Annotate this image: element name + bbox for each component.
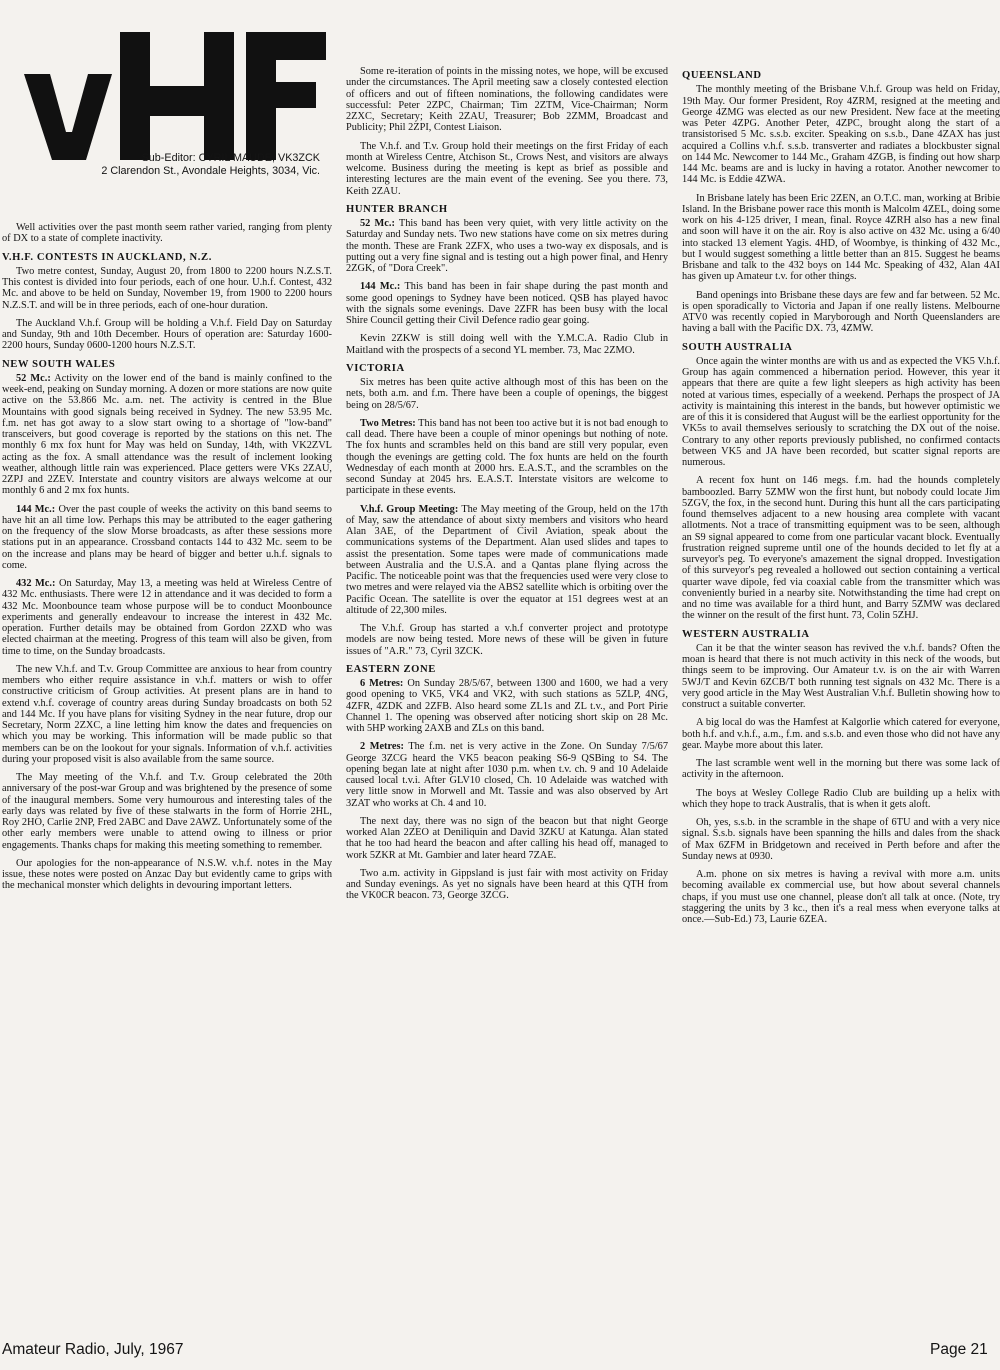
paragraph: The next day, there was no sign of the beacon but that night George worked Alan 2ZEO at Deniliquin and David 3ZKU at Katunga. Alan stated that he too had heard the beacon and after calling his head off, managed to work 5ZKR at Mt. Gambier and later heard 7ZAE. — [346, 815, 668, 861]
section-heading-south-australia: SOUTH AUSTRALIA — [682, 341, 793, 353]
paragraph: Two a.m. activity in Gippsland is just fair with most activity on Friday and Sunday evenings. As yet no signals have been heard at this QTH from the VK0CR beacon. 73, George 3ZCG. — [346, 867, 668, 902]
band-label: 6 Metres: — [360, 678, 404, 689]
paragraph-text: This band has been in fair shape during the past month and some good openings to Sydney have been noticed. QSB has played havoc with the signals some evenings. Dave 2ZFR has been busy with the local Shire Council getting their Civil Defence radio gear going. — [346, 281, 668, 326]
column-3 — [682, 66, 1000, 932]
paragraph — [346, 678, 668, 734]
section-heading-contests: V.H.F. CONTESTS IN AUCKLAND, N.Z. — [2, 251, 212, 263]
paragraph: The last scramble went well in the morning but there was some lack of activity in the afternoon. — [682, 758, 1000, 781]
logo-letter-f-mid — [276, 82, 316, 108]
intro-paragraph: Well activities over the past month seem rather varied, ranging from plenty of DX to a state of complete inactivity. — [2, 222, 332, 245]
column-2 — [346, 66, 668, 909]
column-1 — [2, 0, 332, 899]
paragraph — [346, 741, 668, 809]
paragraph-text: Over the past couple of weeks the activity on this band seems to have hit an all time low. Perhaps this may be attributed to the eager gathering on the frequency of the slow Morse broadcasts, as after these sessions more stations put in an appearance. Crossband contacts 144 to 432 Mc. seem to be on the increase and plans may be heard of bigger and better u.h.f. signals to come. — [2, 503, 332, 571]
paragraph: A.m. phone on six metres is having a revival with more a.m. units becoming available ex commercial use, but how about several channels chaps, if you must use one channel, please don't all talk at once. (Note, try staggering the units by 3 kc., then it's a real mess when everyone talks at once.—Sub-Ed.) 73, Laurie 6ZEA. — [682, 869, 1000, 925]
paragraph: Six metres has been quite active although most of this has been on the nets, both a.m. and f.m. There have been a couple of openings, the biggest being on 28/5/67. — [346, 377, 668, 411]
section-heading-eastern-zone: EASTERN ZONE — [346, 663, 436, 675]
band-label: 52 Mc.: — [16, 372, 51, 384]
paragraph-text: On Saturday, May 13, a meeting was held at Wireless Centre of 432 Mc. enthusiasts. There were 12 in attendance and it was decided to form a 432 Mc. Moonbounce team whose purpose will be to conduct Moonbounce experiments and generally endeavour to increase the interest in 432 Mc. operation. Further details may be obtained from Gordon 2ZXD who was elected chairman at the meeting. Progress of this team will also be given, from time to time, on the Sunday broadcasts. — [2, 578, 332, 657]
logo-letter-f-top — [276, 32, 326, 60]
vhf-logo — [2, 0, 332, 170]
paragraph: Once again the winter months are with us and as expected the VK5 V.h.f. Group has again commenced a hibernation period. However, this year it appears that there are quite a few light sleepers as high activity has been noted at various times, especially of a weekend. Perhaps the prospect of JA activity is maintaining this interest in the bands, but however optimistic we are of this it is considered that August will be the earliest opportunity for the VK5s to avail themselves seriously to scratching the DX out of the noise. Contrary to any other reports previously published, no confirmed contacts between VK5 and JA have been recorded, but scatter signal reports are numerous. — [682, 355, 1000, 468]
section-heading-nsw: NEW SOUTH WALES — [2, 358, 116, 370]
paragraph — [346, 281, 668, 326]
paragraph — [2, 578, 332, 657]
paragraph: A recent fox hunt on 146 megs. f.m. had the hounds completely bamboozled. Barry 5ZMW won the first hunt, but nobody could locate Jim 5ZGV, the fox, in the second hunt. During this hunt all the cars participating found themselves adjacent to a new housing area complete with vacant allotments. Not a trace of transmitting equipment was to be seen, although an S9 signal appeared to come from one particular vacant block. Eventually frustration reigned supreme until one of the hounds decided to let fly at a surveyor's peg. To everyone's amazement the signal dropped. Investigation of this surveyor's peg revealed a hollowed out section containing a vertical quarter wave dipole, fed via coaxial cable from the transmitter which was conveniently buried in a nearby site. Notwithstanding the time had crept on and no time was available for a third hunt, and Barry 5ZMW was declared the winner on the result of the first hunt. 73, Colin 5ZHJ. — [682, 475, 1000, 622]
paragraph-text: This band has not been too active but it is not bad enough to call dead. There have been a couple of minor openings but nothing of note. The fox hunts and scrambles held on this band are still very popular, even though the evenings are getting cold. The fox hunts are held on the fourth Wednesday of each month at 2000 hrs. E.A.S.T., and the scrambles on the second Sunday at 2045 hrs. E.A.S.T. Interstate visitors are welcome to participate in these events. — [346, 417, 668, 497]
section-heading-victoria: VICTORIA — [346, 362, 405, 374]
paragraph: Can it be that the winter season has revived the v.h.f. bands? Often the moan is heard that there is not much activity in this neck of the woods, but things seem to be improving. Our Amateur t.v. is on the air with Warren 5WJ/T and Kevin 6ZCB/T both running test signals on 432 Mc. There is a very good article in the May West Australian V.h.f. Bulletin showing how to construct a suitable converter. — [682, 642, 1000, 710]
paragraph — [346, 218, 668, 274]
band-label: 144 Mc.: — [360, 281, 401, 293]
band-label: 52 Mc.: — [360, 218, 395, 229]
logo-letter-h-right — [204, 32, 234, 160]
band-label: V.h.f. Group Meeting: — [360, 503, 459, 515]
band-label: 432 Mc.: — [16, 578, 56, 589]
spacer — [2, 178, 332, 222]
band-label: 144 Mc.: — [16, 503, 56, 515]
paragraph: In Brisbane lately has been Eric 2ZEN, an O.T.C. man, working at Bribie Island. In the Brisbane power race this month is Malcolm 4ZEL, doing some work on his 4-125 driver, I mean, final. Royce 4ZRH also has a new final and soon will have it on the air. Roy is also active on 432 Mc. using a 6/40 into stacked 13 element Yagis. 4HD, of Woombye, is thinking of 432 Mc., but I would suggest something a little better than an 815. Suggest he beams Brisbane and talk to the 432 boys on 144 Mc. Speaking of 432, Alan 4AI has given up Amateur t.v. for other things. — [682, 192, 1000, 283]
paragraph — [2, 504, 332, 572]
footer-page-number: Page 21 — [930, 1341, 988, 1358]
logo-letter-h-left — [120, 32, 150, 160]
paragraph — [346, 504, 668, 617]
paragraph-text: The f.m. net is very active in the Zone. On Sunday 7/5/67 George 3ZCG heard the VK5 beacon peaking S6-9 QSBing to S4. The opening began late at night after 1030 p.m. when t.v. ch. 9 and 10 Adelaide caused local t.v.i. After GLV10 closed, Ch. 10 Adelaide was watched with very little snow in Morwell and Mt. Tassie and was also observed by Art 3ZAT who works at Ch. 4 and 10. — [346, 741, 668, 809]
paragraph: The boys at Wesley College Radio Club are building up a helix with which they hope to track Australis, that is when it gets aloft. — [682, 787, 1000, 810]
vhf-logo-graphic — [2, 0, 332, 160]
paragraph: Band openings into Brisbane these days are few and far between. 52 Mc. is open sporadically to Victoria and Japan if one really listens. Melbourne ATV0 was recently copied in Maryborough and North Queenslanders are having a ball with the Pacific DX. 73, 4ZMW. — [682, 289, 1000, 335]
paragraph-text: On Sunday 28/5/67, between 1300 and 1600, we had a very good opening to VK5, VK4 and VK2, with such stations as 5ZLP, 4NG, 4ZFR, 4ZDK and 2ZFB. Also heard some ZL1s and ZL t.v., and Port Pirie Channel 1. The opening was observed after noticing short skip on 28 Mc. with 5HP working 2AXB and ZLs on this band. — [346, 678, 668, 734]
paragraph: Kevin 2ZKW is still doing well with the Y.M.C.A. Radio Club in Maitland with the prospects of a second YL member. 73, Mac 2ZMO. — [346, 333, 668, 356]
sub-editor-block — [2, 152, 332, 178]
section-heading-western-australia: WESTERN AUSTRALIA — [682, 628, 810, 640]
paragraph: The Auckland V.h.f. Group will be holding a V.h.f. Field Day on Saturday and Sunday, 9th and 10th December. Hours of operation are: Saturday 1600-2200 hours, Sunday 0600-1200 hours N.Z.S.T. — [2, 317, 332, 352]
paragraph: Oh, yes, s.s.b. in the scramble in the shape of 6TU and with a very nice signal. S.s.b. signals have been spanning the hills and dales from the shack of Max 6ZFM in Bridgetown and received in Perth before and after the Sunday news at 0930. — [682, 817, 1000, 862]
paragraph: The V.h.f. and T.v. Group hold their meetings on the first Friday of each month at Wireless Centre, Atchison St., Crows Nest, and visitors are always welcome. Business during the meeting is kept as brief as possible and interesting lectures are the main event of the evening. See you there. 73, Keith 2ZAU. — [346, 140, 668, 197]
band-label: Two Metres: — [360, 417, 416, 429]
logo-letter-h-bar — [150, 86, 204, 116]
paragraph-text: This band has been very quiet, with very little activity on the Saturday and Sunday nets. Two new stations have come on six metres during the month. These are Frank 2ZFX, who uses a two-way ex disposals, and is putting out a very fine signal and is testing out a high power final, and Henry 2ZGK, of "Dora Creek". — [346, 218, 668, 274]
paragraph: The May meeting of the V.h.f. and T.v. Group celebrated the 20th anniversary of the post-war Group and was brightened by the presence of some of the inaugural members. Some very humourous and interesting tales of the early days was related by five of these stalwarts in the form of Horrie 2HL, Roy 2HO, Carlie 2NP, Fred 2ABC and Dave 2AWZ. Unfortunately some of the other early members were unable to attend owing to illness or prior engagements. Thanks chaps for making this meeting something to remember. — [2, 772, 332, 851]
paragraph: The monthly meeting of the Brisbane V.h.f. Group was held on Friday, 19th May. Our former President, Roy 4ZRM, resigned at the meeting and George 4ZMG was elected as our new President. New face at the meeting was Peter 4ZPG. Another Peter, 4ZPC, brought along the start of a transistorised 5 Mc. s.s.b. exciter. Speaking on s.s.b., Dane 4ZAX has just acquired a Collins v.h.f. s.s.b. transverter and radiates a blockbuster signal on 144 Mc. Newcomer to 144 Mc., Graham 4ZGB, is finding out how sharp 144 Mc. beams are and is lucky in having a rotator. Another newcomer to 144 Mc. is Eddie 4ZWA. — [682, 84, 1000, 186]
paragraph-text: The May meeting of the Group, held on the 17th of May, saw the attendance of about sixty members and visitors who heard Alan 3AE, of the Department of Civil Aviation, speak about the communications systems of the Department. Alan used slides and tapes to assist the presentation. Some tapes were made of communications made between Australia and the U.S.A. and a Qantas plane flying across the Pacific. The noticeable point was that the frequencies used were very close to two metres and were relayed via the ABS2 satellite which is orbiting over the Pacific Ocean. The satellite is over the equator at 151 degrees west at an altitude of 22,300 miles. — [346, 503, 668, 616]
paragraph: Some re-iteration of points in the missing notes, we hope, will be excused under the circumstances. The April meeting saw a closely contested election of officers and out of fifteen nominations, the following candidates were successful: Peter 2ZPC, Chairman; Tim 2ZTM, Vice-Chairman; Norm 2ZXC, Secretary; Keith 2ZAU, Treasurer; Bob 2ZMM, Broadcast and Publicity; Phil 2ZPI, Contest Liaison. — [346, 66, 668, 134]
sub-editor-address: 2 Clarendon St., Avondale Heights, 3034, Vic. — [101, 165, 320, 177]
paragraph: Our apologies for the non-appearance of N.S.W. v.h.f. notes in the May issue, these notes were posted on Anzac Day but evidently came to grips with the mechanical monster which delights in devouring important letters. — [2, 857, 332, 892]
paragraph: The new V.h.f. and T.v. Group Committee are anxious to hear from country members who either require assistance in v.h.f. matters or wish to offer constructive criticism of Group activities. At present plans are in hand to extend v.h.f. coverage of country areas during Sunday broadcasts on both 52 and 144 Mc. If you have plans for visiting Sydney in the near future, drop our Secretary, Norm 2ZXC, a line letting him know the dates and frequencies on which you may be working. This information will be made public so that members can be on the lookout for your signals. Information of v.h.f. activities during your proposed visit is also available from the same source. — [2, 663, 332, 765]
logo-letter-f-stem — [246, 32, 276, 160]
section-heading-queensland: QUEENSLAND — [682, 70, 762, 81]
logo-letter-v — [24, 74, 112, 160]
paragraph — [2, 373, 332, 497]
paragraph — [346, 418, 668, 497]
paragraph: A big local do was the Hamfest at Kalgorlie which catered for everyone, both h.f. and v.h.f., a.m., f.m. and s.s.b. and even those who did not have any gear. Maybe more about this later. — [682, 717, 1000, 751]
paragraph: The V.h.f. Group has started a v.h.f converter project and prototype models are now being tested. More news of these will be given in future issues of "A.R." 73, Cyril 3ZCK. — [346, 623, 668, 657]
paragraph-text: Activity on the lower end of the band is mainly confined to the week-end, peaking on Sunday morning. A dozen or more stations are now quite active on the 53.866 Mc. a.m. net. The activity is centred in the Blue Mountains with good signals being received in Sydney. The new 53.95 Mc. f.m. net has got away to a slow start owing to a shortage of "low-band" transceivers, but good coverage is reported by the stations on this net. The monthly 6 mx fox hunt for May was held on Sunday, 14th, with VK2ZVL acting as the fox. A small attendance was the result of inclement looking weather, although little rain was experienced. Place getters were VKs 2ZAU, 2ZPJ and 2ZEV. Interstate and country visitors are always welcome at our monthly 6 and 2 mx fox hunts. — [2, 372, 332, 497]
paragraph: Two metre contest, Sunday, August 20, from 1800 to 2200 hours N.Z.S.T. This contest is divided into four periods, each of one hour. U.h.f. Contest, 432 Mc. and above to be held on Sunday, November 19, from 1900 to 2200 hours N.Z.S.T. and will be in three periods, each of one-hour duration. — [2, 265, 332, 311]
section-heading-hunter: HUNTER BRANCH — [346, 203, 448, 215]
footer-publication: Amateur Radio, July, 1967 — [2, 1341, 184, 1358]
sub-editor-name: Sub-Editor: CYRIL MAUDE, VK3ZCK — [141, 152, 320, 164]
band-label: 2 Metres: — [360, 741, 404, 753]
